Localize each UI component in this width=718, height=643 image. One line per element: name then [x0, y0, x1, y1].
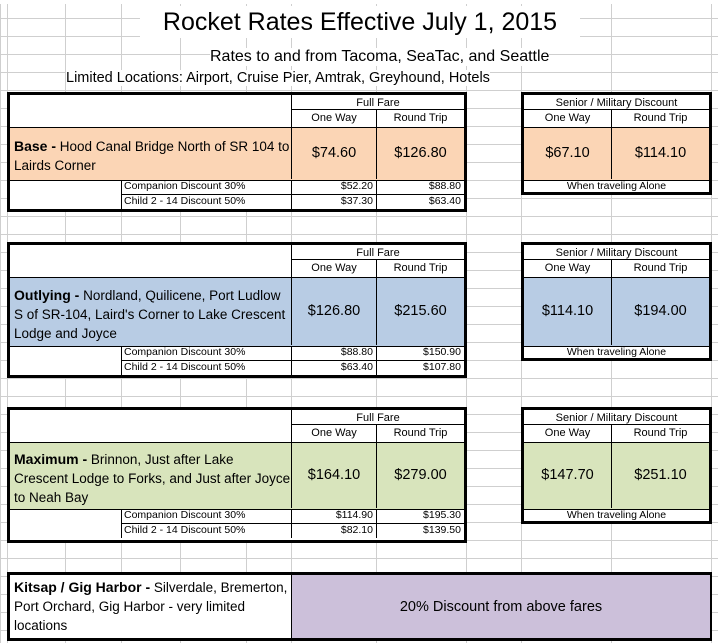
senior-one-way-price: $67.10: [545, 145, 590, 161]
locations-note: Limited Locations: Airport, Cruise Pier, Amtrak, Greyhound, Hotels: [66, 70, 490, 86]
full-fare-header: Full Fare: [356, 412, 400, 424]
companion-label: Companion Discount 30%: [121, 180, 294, 195]
alone-note: When traveling Alone: [566, 180, 667, 192]
full-one-way-price: $164.10: [307, 467, 361, 483]
page-subtitle: Rates to and from Tacoma, SeaTac, and Seattle: [210, 48, 550, 65]
alone-note: When traveling Alone: [566, 509, 667, 521]
kitsap-description: Kitsap / Gig Harbor - Silverdale, Bremerton, Port Orchard, Gig Harbor - very limited locations: [14, 579, 288, 633]
senior-header: Senior / Military Discount: [555, 97, 678, 109]
one-way-header: One Way: [311, 427, 357, 439]
child-round-trip: $63.40: [376, 195, 465, 209]
senior-one-way-price: $114.10: [541, 303, 594, 319]
senior-one-way-price: $147.70: [541, 467, 594, 483]
senior-round-trip-header: Round Trip: [633, 427, 688, 439]
full-one-way-price: $126.80: [307, 303, 361, 319]
full-round-trip-price: $126.80: [394, 145, 447, 161]
child-label: Child 2 - 14 Discount 50%: [121, 361, 294, 375]
full-one-way-price: $74.60: [311, 145, 357, 161]
zone-description: Base - Hood Canal Bridge North of SR 104 to Lairds Corner: [14, 138, 290, 173]
full-fare-header: Full Fare: [356, 247, 400, 259]
companion-one-way: $52.20: [291, 180, 377, 195]
round-trip-header: Round Trip: [393, 262, 448, 274]
companion-round-trip: $88.80: [376, 180, 465, 195]
zone-description: Outlying - Nordland, Quilicene, Port Ludlow S of SR-104, Laird's Corner to Lake Crescent Lodge and Joyce: [14, 287, 286, 341]
full-round-trip-price: $279.00: [394, 467, 447, 483]
round-trip-header: Round Trip: [393, 112, 448, 124]
full-fare-header: Full Fare: [356, 97, 400, 109]
child-label: Child 2 - 14 Discount 50%: [121, 524, 294, 538]
senior-one-way-header: One Way: [544, 427, 591, 439]
round-trip-header: Round Trip: [393, 427, 448, 439]
companion-round-trip: $150.90: [376, 346, 465, 361]
senior-header: Senior / Military Discount: [555, 412, 678, 424]
alone-note: When traveling Alone: [566, 346, 667, 358]
companion-one-way: $88.80: [291, 346, 377, 361]
one-way-header: One Way: [311, 262, 357, 274]
senior-round-trip-price: $251.10: [634, 467, 687, 483]
kitsap-discount: 20% Discount from above fares: [291, 575, 710, 638]
companion-label: Companion Discount 30%: [121, 509, 294, 524]
one-way-header: One Way: [311, 112, 357, 124]
senior-round-trip-price: $194.00: [634, 303, 687, 319]
child-round-trip: $139.50: [376, 524, 465, 538]
child-one-way: $37.30: [291, 195, 377, 209]
senior-round-trip-price: $114.10: [634, 145, 687, 161]
child-label: Child 2 - 14 Discount 50%: [121, 195, 294, 209]
companion-label: Companion Discount 30%: [121, 346, 294, 361]
companion-one-way: $114.90: [291, 509, 377, 524]
companion-round-trip: $195.30: [376, 509, 465, 524]
senior-round-trip-header: Round Trip: [633, 112, 688, 124]
child-one-way: $63.40: [291, 361, 377, 375]
child-one-way: $82.10: [291, 524, 377, 538]
page-title: Rocket Rates Effective July 1, 2015: [140, 6, 580, 38]
senior-one-way-header: One Way: [544, 262, 591, 274]
senior-one-way-header: One Way: [544, 112, 591, 124]
child-round-trip: $107.80: [376, 361, 465, 375]
full-round-trip-price: $215.60: [394, 303, 447, 319]
zone-description: Maximum - Brinnon, Just after Lake Crescent Lodge to Forks, and Just after Joyce to Neah Bay: [14, 451, 291, 505]
senior-header: Senior / Military Discount: [555, 247, 678, 259]
senior-round-trip-header: Round Trip: [633, 262, 688, 274]
